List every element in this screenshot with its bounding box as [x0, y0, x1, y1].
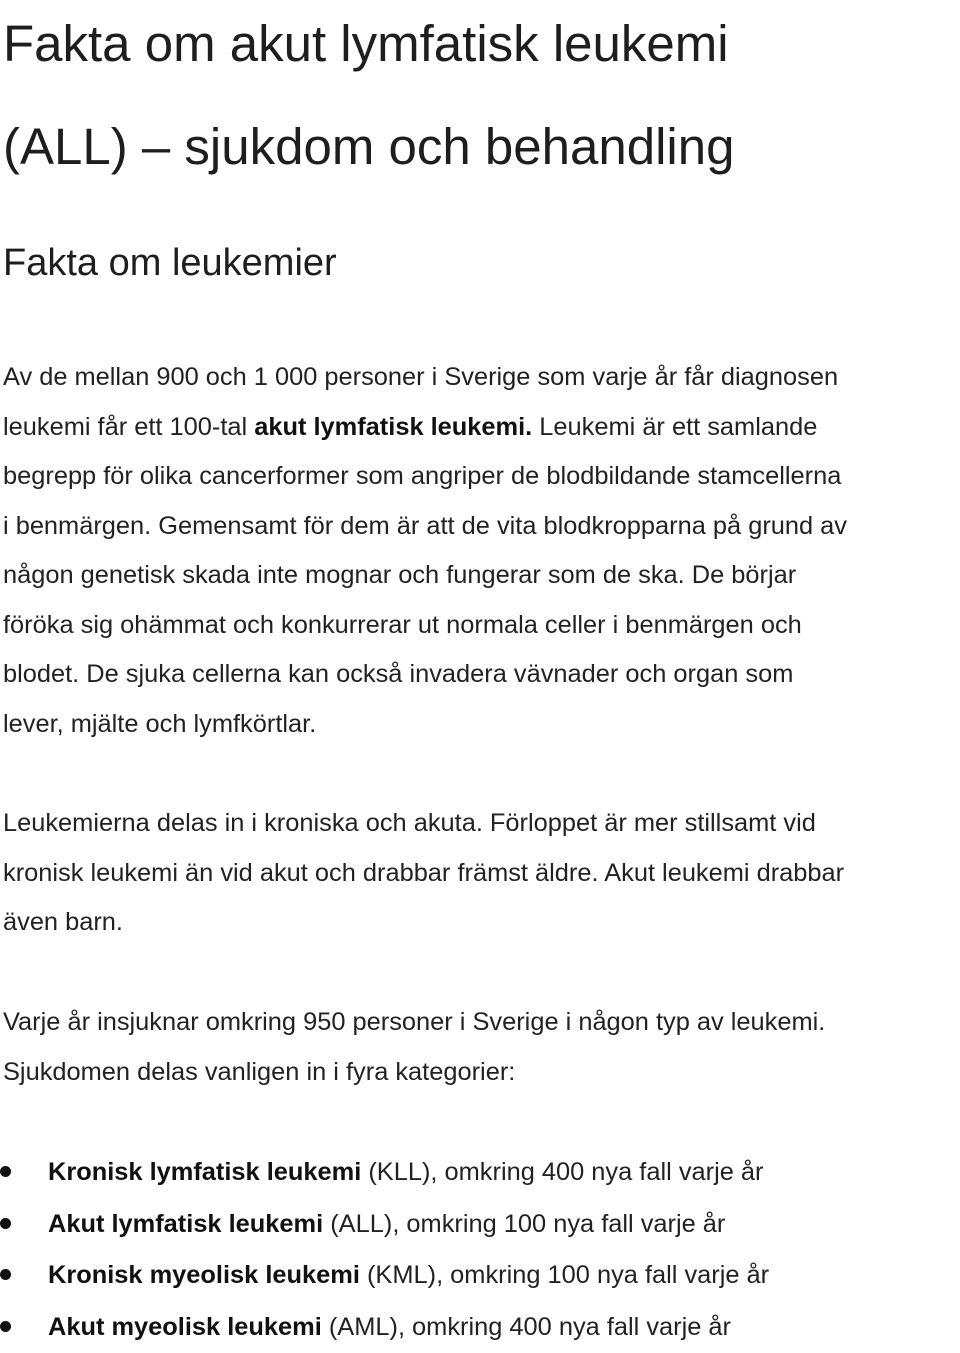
- category-detail: (ALL), omkring 100 nya fall varje år: [323, 1210, 725, 1238]
- text-line: Sjukdomen delas vanligen in i fyra kategorier:: [3, 1048, 960, 1098]
- text-line: Leukemierna delas in i kroniska och akuta. Förloppet är mer stillsamt vid: [3, 799, 960, 849]
- list-item: [0, 1147, 769, 1199]
- text-line: föröka sig ohämmat och konkurrerar ut normala celler i benmärgen och: [3, 601, 960, 651]
- list-item: [0, 1250, 769, 1302]
- classification-paragraph: [3, 799, 960, 948]
- text-segment: Leukemi är ett samlande: [532, 413, 817, 441]
- list-item: [0, 1199, 769, 1251]
- intro-paragraph: [3, 353, 960, 749]
- text-line: [3, 403, 960, 453]
- title-line: Fakta om akut lymfatisk leukemi: [3, 0, 953, 95]
- bullet-icon: [0, 1218, 11, 1229]
- page-title: [3, 0, 953, 198]
- text-line: någon genetisk skada inte mognar och fungerar som de ska. De börjar: [3, 551, 960, 601]
- list-item: [0, 1302, 769, 1353]
- section-heading: Fakta om leukemier: [3, 237, 337, 289]
- bullet-icon: [0, 1321, 11, 1332]
- category-name: Kronisk lymfatisk leukemi: [48, 1158, 361, 1186]
- bullet-icon: [0, 1166, 11, 1177]
- text-line: blodet. De sjuka cellerna kan också invadera vävnader och organ som: [3, 650, 960, 700]
- text-line: kronisk leukemi än vid akut och drabbar främst äldre. Akut leukemi drabbar: [3, 849, 960, 899]
- text-line: lever, mjälte och lymfkörtlar.: [3, 700, 960, 750]
- text-line: även barn.: [3, 898, 960, 948]
- incidence-paragraph: [3, 998, 960, 1097]
- text-segment: leukemi får ett 100-tal: [3, 413, 254, 441]
- bullet-icon: [0, 1269, 11, 1280]
- category-name: Kronisk myeolisk leukemi: [48, 1261, 360, 1289]
- text-line: Av de mellan 900 och 1 000 personer i Sverige som varje år får diagnosen: [3, 353, 960, 403]
- bold-term: akut lymfatisk leukemi.: [254, 413, 532, 441]
- category-name: Akut myeolisk leukemi: [48, 1313, 322, 1341]
- title-line: (ALL) – sjukdom och behandling: [3, 95, 953, 198]
- text-line: i benmärgen. Gemensamt för dem är att de vita blodkropparna på grund av: [3, 502, 960, 552]
- category-list: [0, 1147, 769, 1353]
- category-detail: (AML), omkring 400 nya fall varje år: [322, 1313, 731, 1341]
- category-detail: (KLL), omkring 400 nya fall varje år: [361, 1158, 763, 1186]
- text-line: begrepp för olika cancerformer som angriper de blodbildande stamcellerna: [3, 452, 960, 502]
- text-line: Varje år insjuknar omkring 950 personer i Sverige i någon typ av leukemi.: [3, 998, 960, 1048]
- category-name: Akut lymfatisk leukemi: [48, 1210, 323, 1238]
- category-detail: (KML), omkring 100 nya fall varje år: [360, 1261, 769, 1289]
